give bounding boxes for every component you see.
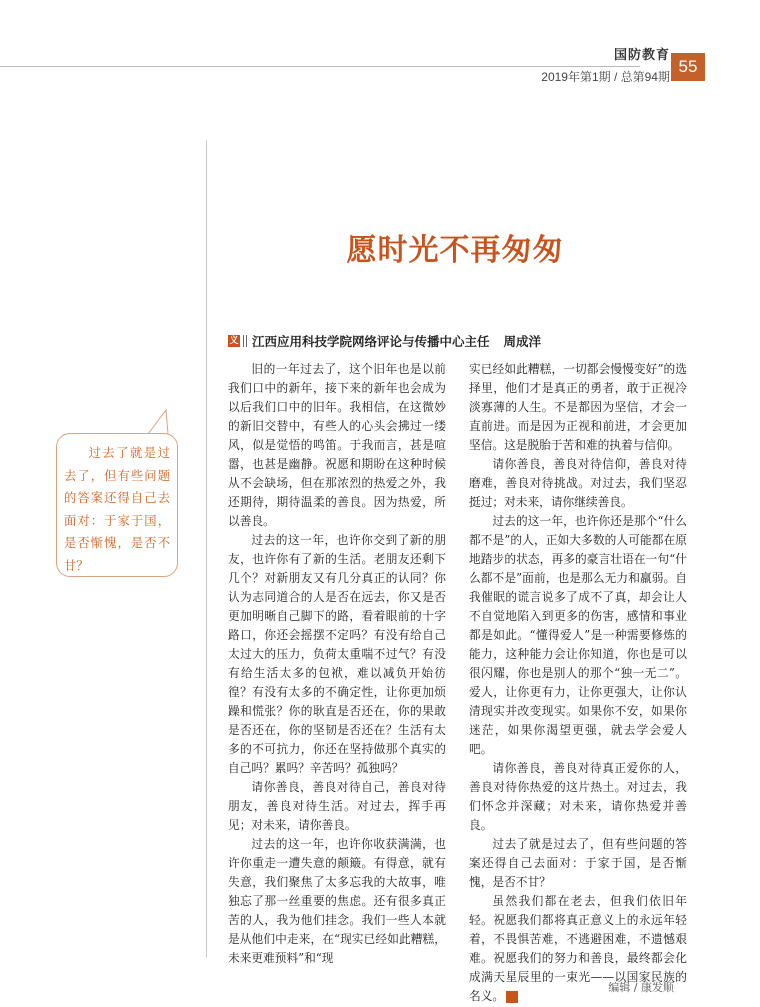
- body-column-right: [469, 360, 687, 1006]
- byline: [228, 332, 541, 350]
- paragraph-text: 虽然我们都在老去，但我们依旧年轻。祝愿我们都将真正意义上的永远年轻着，不畏惧苦难，不逃避困难，不遗憾艰难。祝愿我们的努力和善良，最终都会化成满天星辰里的一束光——以国家民族的名义。: [469, 894, 687, 1003]
- editor-credit: 编辑 / 康发顺: [608, 981, 674, 994]
- paragraph: 过去的这一年，也许你还是那个“什么都不是”的人，正如大多数的人可能都在原地踏步的状态，再多的豪言壮语在一句“什么都不是”面前，也是那么无力和羸弱。自我催眠的谎言说多了成不了真，却会让人不自觉地陷入到更多的伤害，感情和事业都是如此。“懂得爱人”是一种需要修炼的能力，这种能力会让你知道，你也是可以很闪耀，你也是别人的那个“独一无二”。爱人，让你更有力，让你更强大，让你认清现实并改变现实。如果你不安，如果你迷茫，如果你渴望更强，就去学会爱人吧。: [469, 514, 687, 756]
- byline-mark-icon: 义: [229, 336, 239, 346]
- paragraph: 过去的这一年，也许你交到了新的朋友，也许你有了新的生活。老朋友还剩下几个？对新朋友又有几分真正的认同？你认为志同道合的人是否在远去，你又是否更加明晰自己脚下的路，看着眼前的十字路口，你还会摇摆不定吗？有没有给自己太过大的压力，负荷太重喘不过气？有没有给生活太多的包袱，难以减负开始彷徨？有没有太多的不确定性，让你更加烦躁和慌张？你的耿直是否还在，你的果敢是否还在，你的坚韧是否还在？生活有太多的不可抗力，你还在坚持做那个真实的自己吗？累吗？辛苦吗？孤独吗？: [228, 533, 446, 775]
- paragraph: 过去了就是过去了，但有些问题的答案还得自己去面对：于家于国，是否惭愧，是否不甘？: [469, 837, 687, 889]
- end-mark-icon: G: [506, 991, 518, 1003]
- paragraph: 旧的一年过去了，这个旧年也是以前我们口中的新年，接下来的新年也会成为以后我们口中的旧年。我相信，在这微妙的新旧交替中，有些人的心头会拂过一缕风，似是觉悟的鸣笛。于我而言，甚是喧嚣，也甚是幽静。祝愿和期盼在这种时候从不会缺场，但在那浓烈的热爱之外，我还期待，期待温柔的善良。因为热爱，所以善良。: [228, 362, 446, 528]
- byline-bars-icon: [243, 335, 247, 347]
- pull-quote-text: 过去了就是过去了，但有些问题的答案还得自己去面对：于家于国，是否惭愧，是否不甘？: [64, 446, 170, 573]
- paragraph: 过去的这一年，也许你收获满满，也许你重走一遭失意的颠簸。有得意，就有失意，我们聚焦了太多忘我的大故事，唯独忘了那一丝重要的焦虑。还有很多真正苦的人，我为他们挂念。我们一些人本就是从他们中走来，在“现实已经如此糟糕，未来更难预料”和“现: [228, 837, 446, 965]
- author-name: 周成洋: [503, 334, 542, 349]
- paragraph: 请你善良，善良对待真正爱你的人，善良对待你热爱的这片热土。对过去，我们怀念并深藏；对未来，请你热爱并善良。: [469, 761, 687, 832]
- article-title: 愿时光不再匆匆: [346, 233, 564, 268]
- paragraph: 实已经如此糟糕，一切都会慢慢变好”的选择里，他们才是真正的勇者，敢于正视冷淡寡薄的人生。不是都因为坚信，才会一直前进。而是因为正视和前进，才会更加坚信。这是脱胎于苦和难的执着与信仰。: [469, 362, 687, 452]
- paragraph: 请你善良，善良对待自己，善良对待朋友，善良对待生活。对过去，挥手再见；对未来，请你善良。: [228, 780, 446, 832]
- magazine-name: 国防教育: [613, 48, 670, 63]
- pull-quote: [64, 442, 170, 577]
- paragraph: 请你善良，善良对待信仰，善良对待磨难，善良对待挑战。对过去，我们坚忍挺过；对未来，请你继续善良。: [469, 457, 687, 509]
- column-divider: [206, 140, 207, 958]
- author-affiliation: 江西应用科技学院网络评论与传播中心主任: [252, 334, 490, 349]
- header-rule: [0, 66, 640, 67]
- page-number: 55: [671, 53, 705, 81]
- issue-info: 2019年第1期 / 总第94期: [541, 70, 670, 84]
- speech-bubble-tail: [146, 408, 172, 435]
- body-column-left: [228, 360, 446, 968]
